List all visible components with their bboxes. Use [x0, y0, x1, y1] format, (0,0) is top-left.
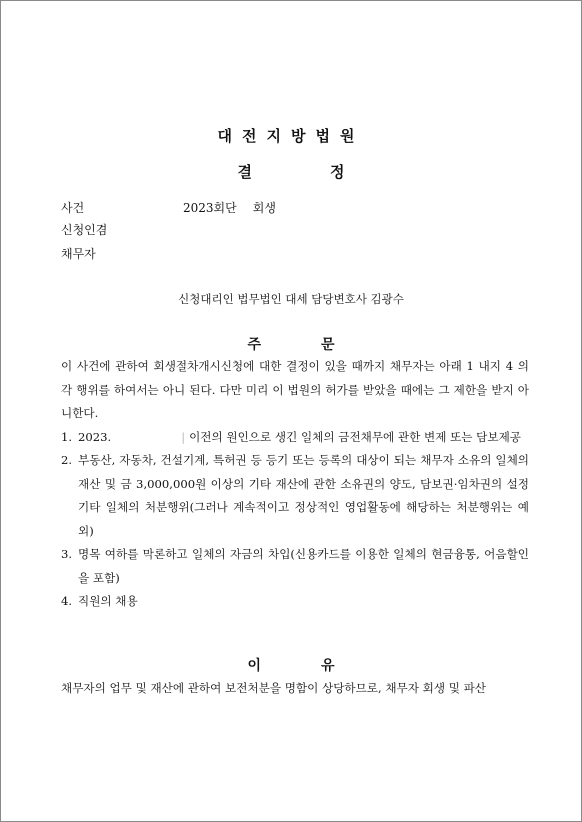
reason-text: 채무자의 업무 및 재산에 관하여 보전처분을 명함이 상당하므로, 채무자 회생 및 파산 [61, 681, 487, 695]
case-name: 회생 [252, 201, 276, 215]
order-item-number: 4. [61, 594, 73, 608]
order-item-number: 3. [61, 547, 73, 561]
case-value [183, 200, 276, 216]
order-item-number: 2. [61, 453, 73, 467]
order-item-text: 부동산, 자동차, 건설기계, 특허권 등 등기 또는 등록의 대상이 되는 채무자 소유의 일체의 재산 및 금 3,000,000원 이상의 기타 재산에 관한 소유권의 양도, 담보권·임차권의 설정 기타 일체의 처분행위(그러나 계속적이고 정상적인 영업활동에 해당하는 처분행위는 예외) [78, 453, 529, 538]
document-type-char-1: 결 [237, 163, 252, 181]
order-item-text: 직원의 채용 [78, 594, 138, 608]
applicant-label: 신청인겸 [61, 223, 108, 237]
reason-body [61, 677, 529, 701]
order-item-number: 1. [61, 429, 73, 444]
representative: 신청대리인 법무법인 대세 담당변호사 김광수 [178, 292, 404, 306]
case-label: 사건 [61, 201, 85, 215]
order-heading-char-1: 주 [247, 337, 261, 353]
court-name: 대전지방법원 [217, 127, 365, 145]
order-item-date: 2023. [78, 429, 112, 444]
order-item-text: 명목 여하를 막론하고 일체의 자금의 차입(신용카드를 이용한 일체의 현금융통, 어음할인을 포함) [78, 547, 529, 585]
order-intro: 이 사건에 관하여 회생절차개시신청에 대한 결정이 있을 때까지 채무자는 아래 1 내지 4 의 각 행위를 하여서는 아니 된다. 다만 미리 이 법원의 허가를 받았을 때에는 그 제한을 받지 아니한다. [61, 359, 529, 420]
case-number: 2023회단 [183, 201, 237, 215]
reason-heading [1, 655, 581, 675]
case-field [61, 200, 276, 216]
order-item-text: 이전의 원인으로 생긴 일체의 금전채무에 관한 변제 또는 담보제공 [189, 429, 521, 444]
document-type-char-2: 정 [330, 163, 345, 181]
order-body [61, 355, 529, 614]
order-heading-char-2: 문 [321, 337, 335, 353]
order-item-3 [61, 543, 529, 590]
debtor-field [61, 246, 131, 262]
debtor-label: 채무자 [61, 247, 96, 261]
order-heading [1, 334, 581, 354]
order-item-2 [61, 449, 529, 543]
order-item-4 [61, 590, 529, 614]
reason-heading-char-1: 이 [247, 658, 261, 674]
order-item-1: 1. 2023. | 이전의 원인으로 생긴 일체의 금전채무에 관한 변제 또는 담보제공 [61, 426, 529, 450]
document-type [1, 161, 581, 182]
reason-heading-char-2: 유 [321, 658, 335, 674]
applicant-field [61, 222, 131, 238]
